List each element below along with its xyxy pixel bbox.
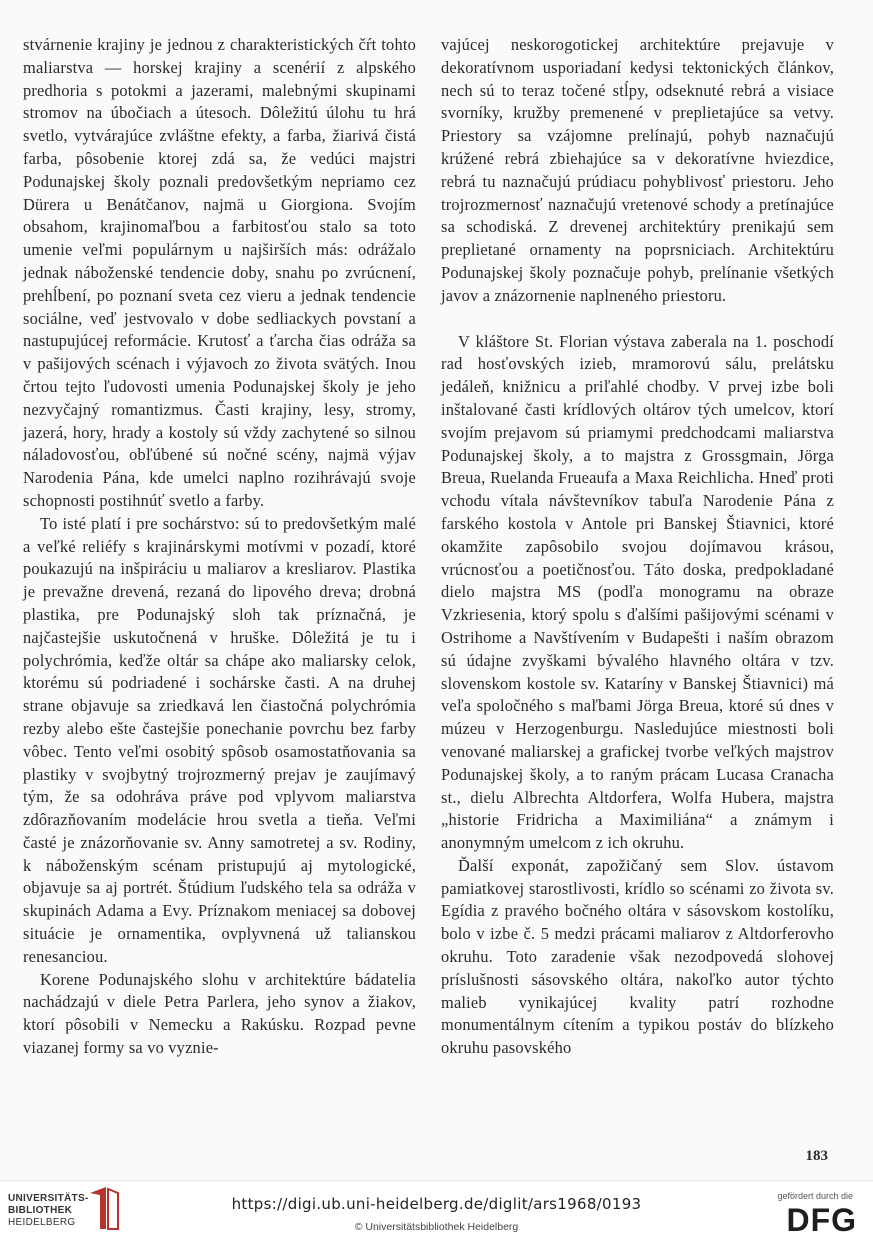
funder-caption: gefördert durch die xyxy=(777,1191,853,1201)
copyright-notice: © Universitätsbibliothek Heidelberg xyxy=(354,1221,519,1233)
library-name-line: UNIVERSITÄTS- xyxy=(8,1193,89,1204)
paragraph: stvárnenie krajiny je jednou z charakteristických čŕt tohto maliarstva — horskej krajiny a scenérií z alpského predhoria s potokmi a jazerami, malebnými skupinami stromov na úbočiach a útesoch. Dôležitú úlohu tu hrá svetlo, vytvárajúce zvláštne efekty, a farba, žiarivá čistá farba, pôsobenie ktorej zdá sa, že vedúci majstri Podunajskej školy poznali predovšetkým nepriamo cez Dürera u Benátčanov, najmä u Giorgiona. Svojím obsahom, krajinomaľbou a farbitosťou stalo sa toto umenie veľmi populárnym u najširších más: odrážalo jednak náboženské tendencie doby, snahu po zvrúcnení, prehĺbení, po poznaní sveta cez vieru a jednak tendencie sociálne, veď jestvovalo v dobe sedliackych povstaní a nastupujúcej reformácie. Krutosť a ťarcha čias odráža sa v pašijových scénach i výjavoch zo života svätých. Inou črtou tejto ľudovosti umenia Podunajskej školy je jeho nezvyčajný romantizmus. Časti krajiny, lesy, stromy, jazerá, hory, hrady a kostoly sú vždy zachytené so silnou náladovosťou, obľúbené sú nočné scény, najmä výjav Narodenia Pána, kde umelci naplno rozihrávajú svoje schopnosti postihnúť svetlo a farby. xyxy=(23,35,416,510)
left-column xyxy=(23,34,416,1060)
document-url-link[interactable]: https://digi.ub.uni-heidelberg.de/diglit/ars1968/0193 xyxy=(231,1195,642,1213)
dfg-logo[interactable]: DFG xyxy=(786,1202,857,1238)
paragraph: V kláštore St. Florian výstava zaberala na 1. poschodí rad hosťovských izieb, mramorovú sálu, prelátsku jedáleň, knižnicu a priľahlé chodby. V prvej izbe boli inštalované časti krídlových oltárov tých umelcov, ktorí svojím prejavom sú priamymi predchodcami maliarstva Podunajskej školy, a to majstra z Grossgmain, Jörga Breua, Ruelanda Frueaufa a Maxa Reichlicha. Hneď proti vchodu vítala návštevníkov tabuľa Narodenie Pána z farského kostola v Antole pri Banskej Štiavnici, ktoré okamžite zapôsobilo svojou dojímavou krásou, vrúcnosťou a poetičnosťou. Táto doska, predpokladané dielo majstra MS (podľa monogramu na obraze Vzkriesenia, ktorý spolu s ďalšími pašijovými scénami v Ostrihome a Navštívením v Budapešti i naším obrazom sú údajne zvyškami bývalého hlavného oltára v tzv. slovenskom kostole sv. Kataríny v Banskej Štiavnici) má veľa spoločného s maľbami Jörga Breua, ktoré sú dnes v múzeu v Herzogenburgu. Nasledujúce miestnosti boli venované maliarskej a grafickej tvorbe veľkých majstrov Podunajskej školy, a to raným prácam Lucasa Cranacha st., dielu Albrechta Altdorfera, Wolfa Hubera, majstra „historie Fridricha a Maximiliána“ a známym i anonymným umelcom z ich okruhu. xyxy=(441,331,834,853)
viewer-footer xyxy=(0,1180,873,1245)
paragraph: To isté platí i pre sochárstvo: sú to predovšetkým malé a veľké reliéfy s krajinárskymi motívmi v pozadí, ktoré poukazujú na inšpiráciu u maliarov a kresliarov. Plastika je prevažne drevená, rezaná do lipového dreva; drobná plastika, pre Podunajský sloh tak príznačná, je najčastejšie uskutočnená v hruške. Dôležitá je tu i polychrómia, keďže oltár sa chápe ako maliarsky celok, ktorému sú podriadené i sochárske časti. A na druhej strane objavuje sa zriedkavá len čiastočná polychrómia rezby alebo ešte častejšie ponechanie povrchu bez farby vôbec. Tento veľmi osobitý spôsob osamostatňovania sa plastiky v svojbytný trojrozmerný prejav je zaujímavý tým, že sa odohráva práve pod vplyvom maliarstva zdôrazňovaním modelácie hrou svetla a tieňa. Veľmi časté je znázorňovanie sv. Anny samotretej a sv. Rodiny, k náboženským scénam pristupujú aj mytologické, objavuje sa aj portrét. Štúdium ľudského tela sa odráža v skupinách Adama a Evy. Príznakom meniacej sa dobovej situácie je ornamentika, ovplyvnená už talianskou renesanciou. xyxy=(23,513,416,966)
paragraph: Ďalší exponát, zapožičaný sem Slov. ústavom pamiatkovej starostlivosti, krídlo so scénami zo života sv. Egídia z pravého bočného oltára v sásovskom kostolíku, bolo v izbe č. 5 medzi prácami maliarov z Altdorferovho okruhu. Toto zaradenie však nezodpovedá slohovej príslušnosti sásovského oltára, nakoľko autor týchto malieb vynikajúcej kvality patrí rozhodne monumentálnym cítením a typikou postáv do blízkeho okruhu pasovského xyxy=(441,855,834,1058)
library-name-line: BIBLIOTHEK xyxy=(8,1205,73,1216)
page-number: 183 xyxy=(805,1148,828,1164)
paragraph: Korene Podunajského slohu v architektúre bádatelia nachádzajú v diele Petra Parlera, jeho synov a žiakov, ktorí pôsobili v Nemecku a Rakúsku. Rozpad pevne viazanej formy sa vo vyznie- xyxy=(23,969,416,1058)
library-name-line: HEIDELBERG xyxy=(8,1217,76,1228)
paragraph: vajúcej neskorogotickej architektúre prejavuje v dekoratívnom usporiadaní kedysi tektonických článkov, nech sú to teraz točené stĺpy, odseknuté rebrá a visiace svorníky, kružby premenené v preplietajúce sa vetvy. Priestory sa vzájomne prelínajú, pohyb naznačujú krúžené rebrá zbiehajúce sa v dekoratívne hviezdice, rebrá tu naznačujú prúdiacu pohyblivosť priestoru. Jeho trojrozmernosť naznačujú vretenové schody a pretínajúce sa schodiská. Z drevenej architektúry prenikajú sem preplietané ornamenty na poprsniciach. Architektúru Podunajskej školy poznačuje pohyb, prelínanie všetkých javov a znázornenie naplneného priestoru. xyxy=(441,35,834,305)
right-column xyxy=(441,34,834,1060)
